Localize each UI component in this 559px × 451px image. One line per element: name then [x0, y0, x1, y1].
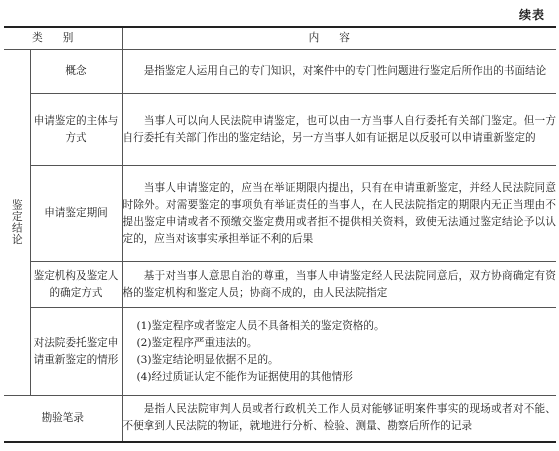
table-row: [4, 166, 556, 262]
table-row: [4, 396, 556, 442]
row-content: [122, 396, 556, 442]
group-label: 鉴定结论: [10, 199, 23, 246]
row-content: [122, 50, 556, 94]
row-subcategory: 概念: [30, 50, 122, 94]
row-subcategory: 申请鉴定期间: [30, 166, 122, 262]
row-content: [122, 262, 556, 308]
table-row: [4, 50, 556, 94]
row-subcategory: 对法院委托鉴定申请重新鉴定的情形: [30, 308, 122, 396]
row-subcategory: 鉴定机构及鉴定人的确定方式: [30, 262, 122, 308]
legal-evidence-table: [4, 26, 556, 443]
table-header-row: [4, 27, 556, 50]
row-content: [122, 166, 556, 262]
table-row: [4, 308, 556, 396]
content-paragraph: 是指人民法院审判人员或者行政机关工作人员对能够证明案件事实的现场或者对不能、不便拿到人民法院的物证，就地进行分析、检验、测量、勘察后所作的记录: [122, 403, 556, 433]
row-content: [122, 94, 556, 166]
row-subcategory: 申请鉴定的主体与方式: [30, 94, 122, 166]
continued-label: 续表: [518, 8, 545, 22]
content-paragraph: 基于对当事人意思自治的尊重，当事人申请鉴定经人民法院同意后，双方协商确定有资格的鉴定机构和鉴定人员；协商不成的，由人民法院指定: [122, 269, 556, 299]
table-row: [4, 262, 556, 308]
content-paragraph: 当事人申请鉴定的，应当在举证期限内提出，只有在申请重新鉴定，并经人民法院同意时除外。对需要鉴定的事项负有举证责任的当事人，在人民法院指定的期限内无正当理由不提出鉴定申请或者不预缴交鉴定费用或者拒不提供相关资料，致使无法通过鉴定结论予以认定的，应当对该事实承担举证不利的后果: [122, 181, 556, 245]
content-paragraph: 是指鉴定人运用自己的专门知识，对案件中的专门性问题进行鉴定后所作出的书面结论: [143, 65, 547, 77]
list-item: (2)鉴定程序严重违法的。: [136, 336, 258, 349]
group-cell: [4, 50, 30, 396]
table-row: [4, 94, 556, 166]
header-content: 内容: [122, 27, 556, 50]
row-category: 勘验笔录: [4, 396, 122, 442]
content-paragraph: 当事人可以向人民法院申请鉴定，也可以由一方当事人自行委托有关部门鉴定。但一方自行委托有关部门作出的鉴定结论，另一方当事人如有证据足以反驳可以申请重新鉴定的: [122, 114, 556, 144]
header-category: 类别: [4, 27, 122, 50]
list-item: (1)鉴定程序或者鉴定人员不具备相关的鉴定资格的。: [136, 319, 385, 332]
list-item: (4)经过质证认定不能作为证据使用的其他情形: [136, 370, 353, 383]
list-item: (3)鉴定结论明显依据不足的。: [136, 353, 279, 366]
row-content: [122, 308, 556, 396]
